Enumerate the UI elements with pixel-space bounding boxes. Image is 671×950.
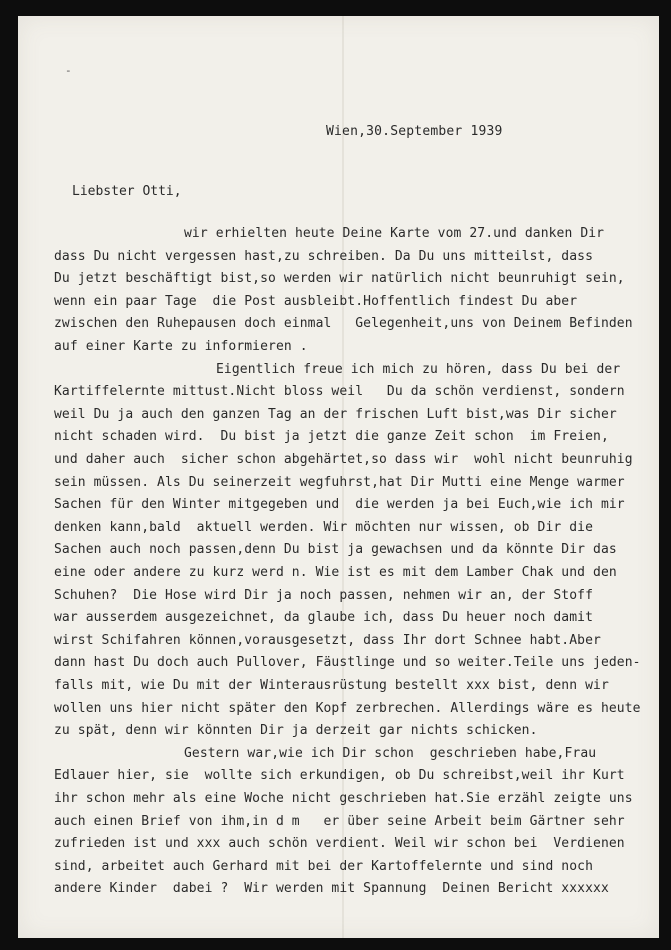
letter-line: Sachen für den Winter mitgegeben und die werden ja bei Euch,wie ich mir: [54, 497, 625, 513]
letter-line: sind, arbeitet auch Gerhard mit bei der Kartoffelernte und sind noch: [54, 858, 594, 874]
letter-line: sein müssen. Als Du seinerzeit wegfuhrst,hat Dir Mutti eine Menge warmer: [54, 474, 625, 490]
letter-line: zufrieden ist und xxx auch schön verdient. Weil wir schon bei Verdienen: [54, 836, 625, 852]
letter-date: Wien,30.September 1939: [326, 124, 503, 139]
letter-line: zwischen den Ruhepausen doch einmal Gelegenheit,uns von Deinem Befinden: [54, 316, 633, 332]
letter-line: Edlauer hier, sie wollte sich erkundigen, ob Du schreibst,weil ihr Kurt: [54, 768, 625, 784]
letter-line: Gestern war,wie ich Dir schon geschrieben habe,Frau: [184, 745, 597, 761]
letter-line: dann hast Du doch auch Pullover, Fäustlinge und so weiter.Teile uns jeden-: [54, 655, 641, 671]
letter-line: ihr schon mehr als eine Woche nicht geschrieben hat.Sie erzähl zeigte uns: [54, 791, 633, 806]
letter-line: falls mit, wie Du mit der Winterausrüstung bestellt xxx bist, denn wir: [54, 678, 609, 693]
letter-greeting: Liebster Otti,: [72, 184, 182, 199]
letter-line: andere Kinder dabei ? Wir werden mit Spannung Deinen Bericht xxxxxx: [54, 881, 609, 897]
letter-line: Kartiffelernte mittust.Nicht bloss weil Du da schön verdienst, sondern: [54, 384, 625, 400]
letter-line: Du jetzt beschäftigt bist,so werden wir natürlich nicht beunruhigt sein,: [54, 271, 625, 287]
letter-line: wenn ein paar Tage die Post ausbleibt.Hoffentlich findest Du aber: [54, 293, 578, 309]
letter-line: weil Du ja auch den ganzen Tag an der frischen Luft bist,was Dir sicher: [54, 406, 617, 422]
letter-line: nicht schaden wird. Du bist ja jetzt die ganze Zeit schon im Freien,: [54, 429, 609, 445]
letter-line: wollen uns hier nicht später den Kopf zerbrechen. Allerdings wäre es heute: [54, 700, 641, 716]
letter-line: zu spät, denn wir könnten Dir ja derzeit gar nichts schicken.: [54, 723, 538, 739]
letter-line: denken kann,bald aktuell werden. Wir möchten nur wissen, ob Dir die: [54, 519, 594, 535]
letter-line: eine oder andere zu kurz werd n. Wie ist es mit dem Lamber Chak und den: [54, 565, 617, 580]
letter-line: auch einen Brief von ihm,in d m er über seine Arbeit beim Gärtner sehr: [54, 813, 625, 829]
letter-line: Sachen auch noch passen,denn Du bist ja gewachsen und da könnte Dir das: [54, 542, 617, 558]
stray-mark: -: [65, 64, 72, 77]
letter-line: dass Du nicht vergessen hast,zu schreiben. Da Du uns mitteilst, dass: [54, 248, 594, 264]
letter-page: [18, 16, 659, 938]
letter-line: und daher auch sicher schon abgehärtet,so dass wir wohl nicht beunruhig: [54, 452, 633, 467]
letter-line: wir erhielten heute Deine Karte vom 27.und danken Dir: [184, 226, 605, 241]
letter-line: auf einer Karte zu informieren .: [54, 339, 308, 354]
letter-line: wirst Schifahren können,vorausgesetzt, dass Ihr dort Schnee habt.Aber: [54, 632, 601, 648]
letter-line: Schuhen? Die Hose wird Dir ja noch passen, nehmen wir an, der Stoff: [54, 587, 594, 603]
letter-line: Eigentlich freue ich mich zu hören, dass Du bei der: [216, 361, 621, 377]
letter-line: war ausserdem ausgezeichnet, da glaube ich, dass Du heuer noch damit: [54, 610, 594, 626]
